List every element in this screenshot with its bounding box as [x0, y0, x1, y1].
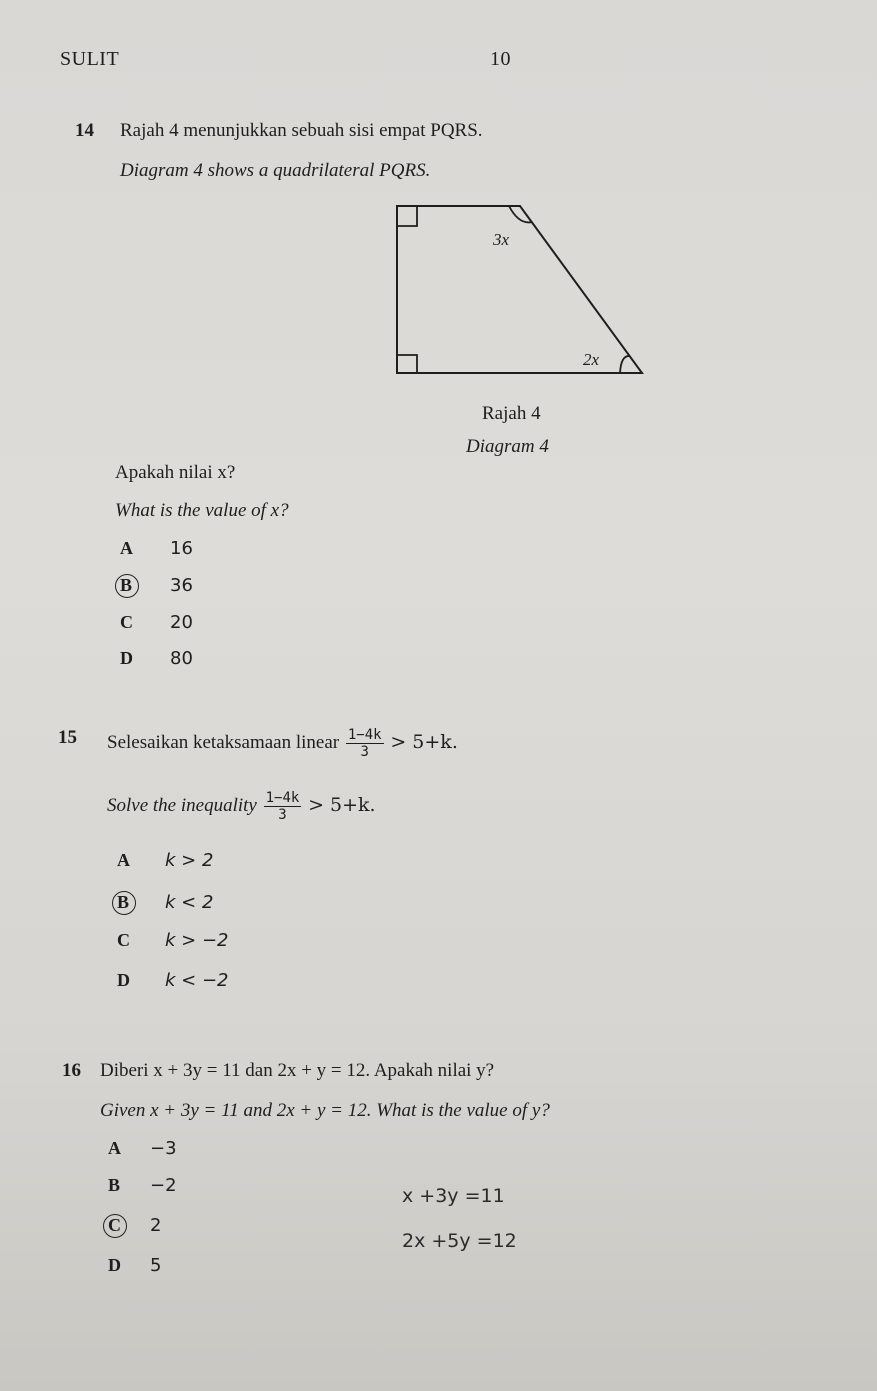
fraction-numerator-en: 1−4k — [265, 790, 300, 806]
question-15-number: 15 — [58, 727, 77, 748]
inequality-fraction — [346, 727, 384, 760]
question-16-text-en: Given x + 3y = 11 and 2x + y = 12. What is the value of y? — [100, 1100, 550, 1121]
q14-option-a-value: 16 — [170, 538, 193, 559]
angle-arc-top — [509, 206, 532, 222]
right-angle-marker-bottom — [397, 355, 417, 373]
q15-option-a-letter[interactable]: A — [117, 850, 130, 870]
angle-arc-bottom — [620, 356, 630, 373]
q15-option-b-letter[interactable]: B — [117, 892, 130, 912]
question-14-question-en: What is the value of x? — [115, 500, 289, 521]
q15-option-d-value: k < −2 — [165, 970, 229, 991]
question-15-line-ms — [107, 727, 458, 760]
question-14-text-en: Diagram 4 shows a quadrilateral PQRS. — [120, 160, 431, 181]
question-15-text-ms: Selesaikan ketaksamaan linear — [107, 731, 340, 753]
fraction-denominator-en: 3 — [278, 807, 287, 824]
quadrilateral-diagram — [380, 195, 660, 385]
q15-option-d-letter[interactable]: D — [117, 970, 130, 990]
quadrilateral-shape — [397, 206, 642, 373]
inequality-rhs: > 5+k. — [390, 730, 458, 753]
q16-option-b-letter[interactable]: B — [108, 1175, 121, 1195]
question-14-question-ms: Apakah nilai x? — [115, 462, 236, 483]
fraction-numerator: 1−4k — [347, 727, 382, 743]
angle-label-3x: 3x — [493, 230, 510, 249]
diagram-caption-ms: Rajah 4 — [482, 403, 541, 424]
q15-option-c-value: k > −2 — [165, 930, 229, 951]
question-14-number: 14 — [75, 120, 94, 141]
q15-option-c-letter[interactable]: C — [117, 930, 130, 950]
inequality-rhs-en: > 5+k. — [308, 793, 376, 816]
q15-option-b-value: k < 2 — [165, 892, 214, 913]
q16-option-a-letter[interactable]: A — [108, 1138, 121, 1158]
q14-option-b-letter[interactable]: B — [120, 575, 133, 595]
question-15-text-en: Solve the inequality — [107, 794, 257, 816]
q14-option-c-letter[interactable]: C — [120, 612, 133, 632]
q14-option-c-value: 20 — [170, 612, 193, 633]
q16-option-b-value: −2 — [150, 1175, 177, 1196]
fraction-denominator: 3 — [360, 744, 369, 761]
q14-option-b-value: 36 — [170, 575, 193, 596]
header-label: SULIT — [60, 48, 120, 70]
q14-option-a-letter[interactable]: A — [120, 538, 133, 558]
q14-option-d-value: 80 — [170, 648, 193, 669]
inequality-fraction-en — [264, 790, 302, 823]
right-angle-marker-top — [397, 206, 417, 226]
q14-option-d-letter[interactable]: D — [120, 648, 133, 668]
question-14-text-ms: Rajah 4 menunjukkan sebuah sisi empat PQRS. — [120, 120, 483, 141]
page-number: 10 — [490, 48, 511, 70]
handwritten-equation-1: x +3y =11 — [402, 1185, 505, 1207]
diagram-caption-en: Diagram 4 — [466, 436, 549, 457]
q16-option-c-value: 2 — [150, 1215, 162, 1236]
q16-option-c-letter[interactable]: C — [108, 1215, 121, 1235]
q16-option-a-value: −3 — [150, 1138, 177, 1159]
question-16-text-ms: Diberi x + 3y = 11 dan 2x + y = 12. Apakah nilai y? — [100, 1060, 495, 1081]
question-16-number: 16 — [62, 1060, 81, 1081]
q16-option-d-value: 5 — [150, 1255, 162, 1276]
question-15-line-en — [107, 790, 376, 823]
handwritten-equation-2: 2x +5y =12 — [402, 1230, 517, 1252]
q15-option-a-value: k > 2 — [165, 850, 214, 871]
q16-option-d-letter[interactable]: D — [108, 1255, 121, 1275]
angle-label-2x: 2x — [583, 350, 600, 369]
